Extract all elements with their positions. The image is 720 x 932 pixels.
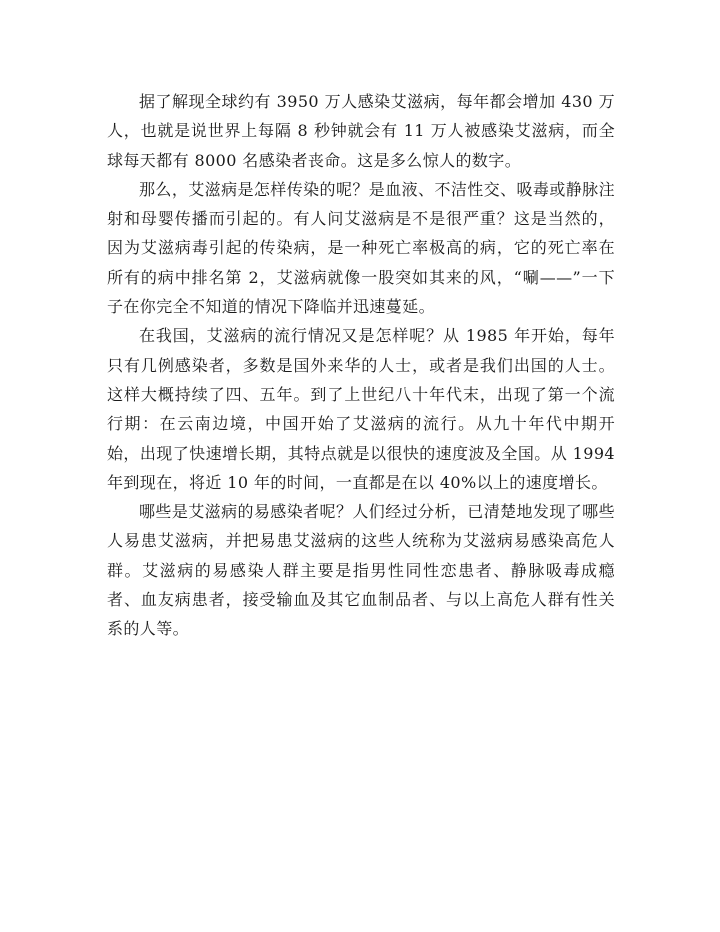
paragraph-1: 据了解现全球约有 3950 万人感染艾滋病，每年都会增加 430 万人，也就是说世界上每隔 8 秒钟就会有 11 万人被感染艾滋病，而全球每天都有 8000 名感染者丧命。这是多么惊人的数字。: [107, 92, 615, 170]
paragraph-2: 那么，艾滋病是怎样传染的呢？是血液、不洁性交、吸毒或静脉注射和母婴传播而引起的。有人问艾滋病是不是很严重？这是当然的，因为艾滋病毒引起的传染病，是一种死亡率极高的病，它的死亡率在所有的病中排名第 2，艾滋病就像一股突如其来的风，“唰——”一下子在你完全不知道的情况下降临并迅速蔓延。: [107, 179, 615, 317]
paragraph-4: 哪些是艾滋病的易感染者呢？人们经过分析，已清楚地发现了哪些人易患艾滋病，并把易患艾滋病的这些人统称为艾滋病易感染高危人群。艾滋病的易感染人群主要是指男性同性恋患者、静脉吸毒成瘾者、血友病患者，接受输血及其它血制品者、与以上高危人群有性关系的人等。: [107, 502, 615, 639]
document-body: [107, 87, 615, 644]
paragraph-3: 在我国，艾滋病的流行情况又是怎样呢？从 1985 年开始，每年只有几例感染者，多数是国外来华的人士，或者是我们出国的人士。这样大概持续了四、五年。到了上世纪八十年代末，出现了第一个流行期：在云南边境，中国开始了艾滋病的流行。从九十年代中期开始，出现了快速增长期，其特点就是以很快的速度波及全国。从 1994 年到现在，将近 10 年的时间，一直都是在以 40%以上的速度增长。: [107, 326, 615, 492]
